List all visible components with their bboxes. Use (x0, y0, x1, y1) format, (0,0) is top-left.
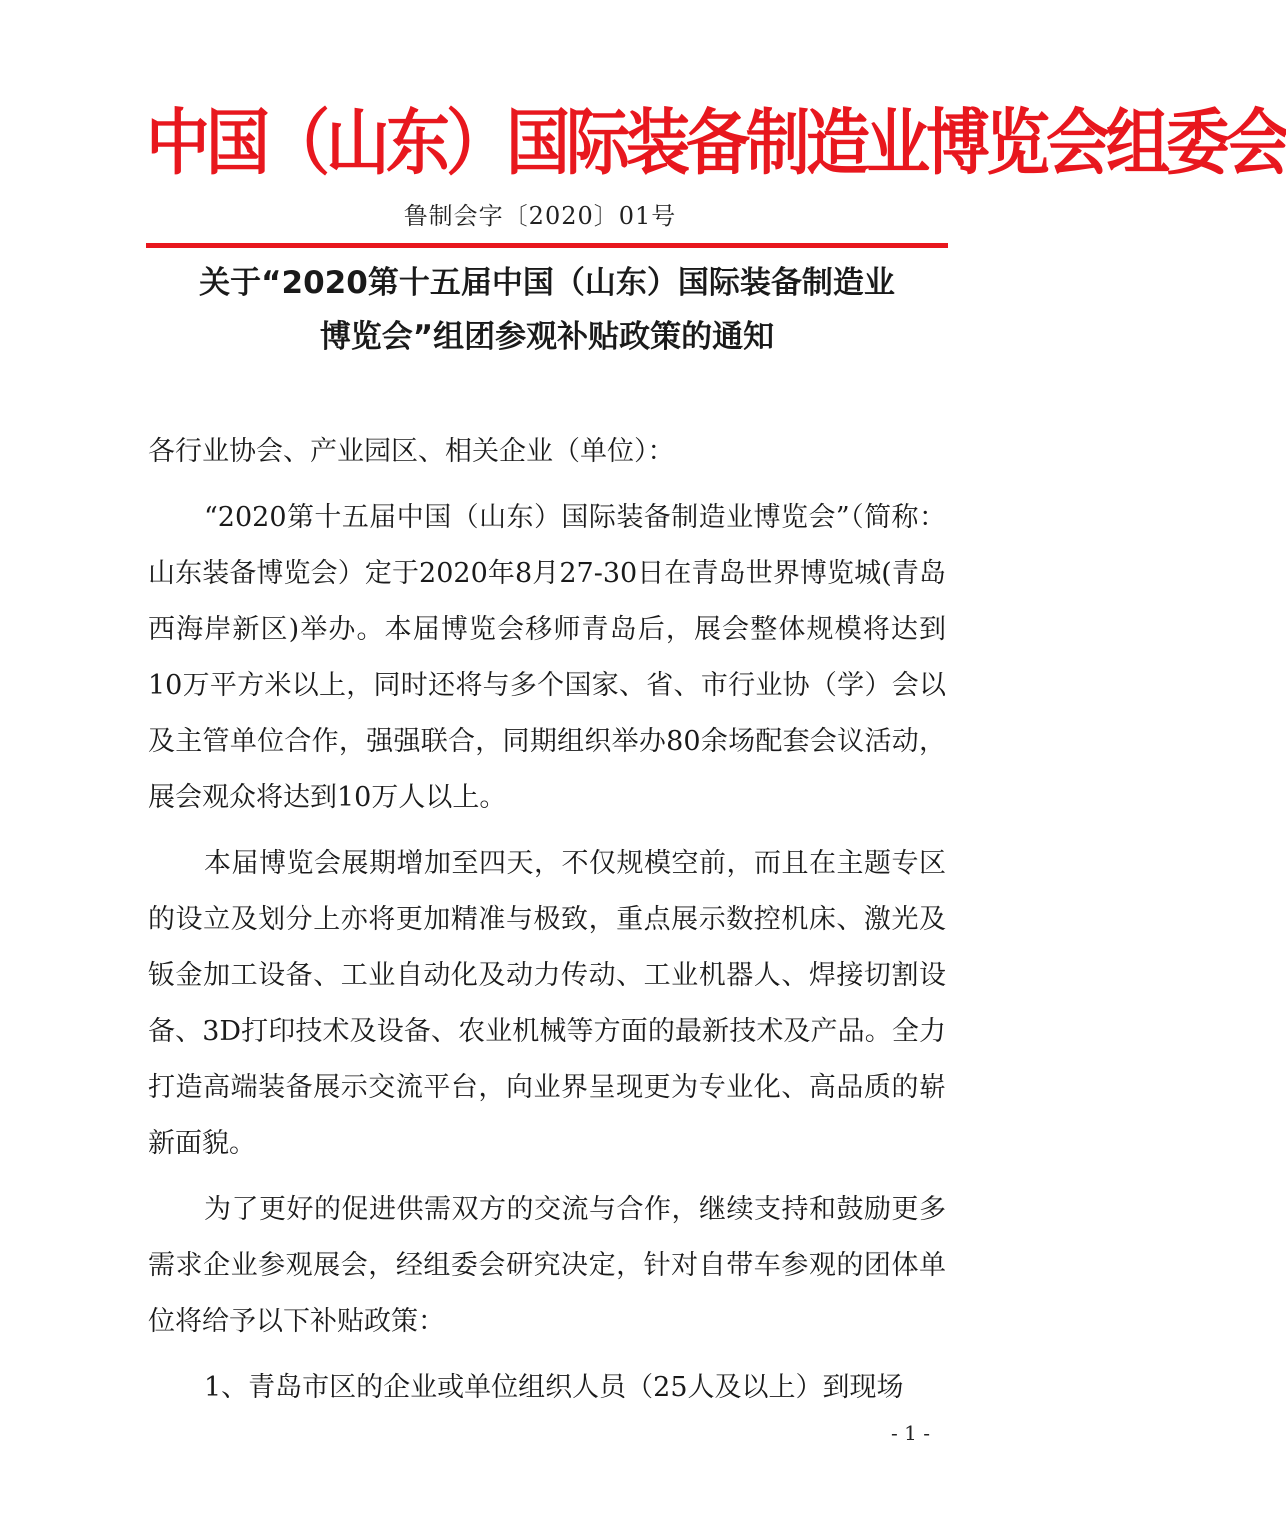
red-divider-line (146, 243, 948, 248)
paragraph-exhibition-scope: 本届博览会展期增加至四天，不仅规模空前，而且在主题专区的设立及划分上亦将更加精准与极致，重点展示数控机床、激光及钣金加工设备、工业自动化及动力传动、工业机器人、焊接切割设备、3D打印技术及设备、农业机械等方面的最新技术及产品。全力打造高端装备展示交流平台，向业界呈现更为专业化、高品质的崭新面貌。 (148, 848, 946, 1159)
notice-title-line-1: 关于“2020第十五届中国（山东）国际装备制造业 (199, 265, 895, 301)
organization-header: 中国（山东）国际装备制造业博览会组委会 (146, 102, 1286, 186)
paragraph-subsidy-intro: 为了更好的促进供需双方的交流与合作，继续支持和鼓励更多需求企业参观展会，经组委会研究决定，针对自带车参观的团体单位将给予以下补贴政策： (148, 1194, 946, 1337)
salutation: 各行业协会、产业园区、相关企业（单位）： (148, 436, 675, 467)
notice-title-line-2: 博览会”组团参观补贴政策的通知 (319, 319, 775, 355)
document-number: 鲁制会字〔2020〕01号 (403, 202, 677, 230)
notice-body (148, 424, 946, 1416)
notice-title (146, 256, 948, 364)
paragraph-item-1: 1、青岛市区的企业或单位组织人员（25人及以上）到现场 (204, 1372, 904, 1403)
paragraph-intro: “2020第十五届中国（山东）国际装备制造业博览会”（简称：山东装备博览会）定于2020年8月27-30日在青岛世界博览城(青岛西海岸新区)举办。本届博览会移师青岛后，展会整体规模将达到10万平方米以上，同时还将与多个国家、省、市行业协（学）会以及主管单位合作，强强联合，同期组织举办80余场配套会议活动，展会观众将达到10万人以上。 (148, 502, 946, 813)
page-number: - 1 - (891, 1421, 930, 1445)
